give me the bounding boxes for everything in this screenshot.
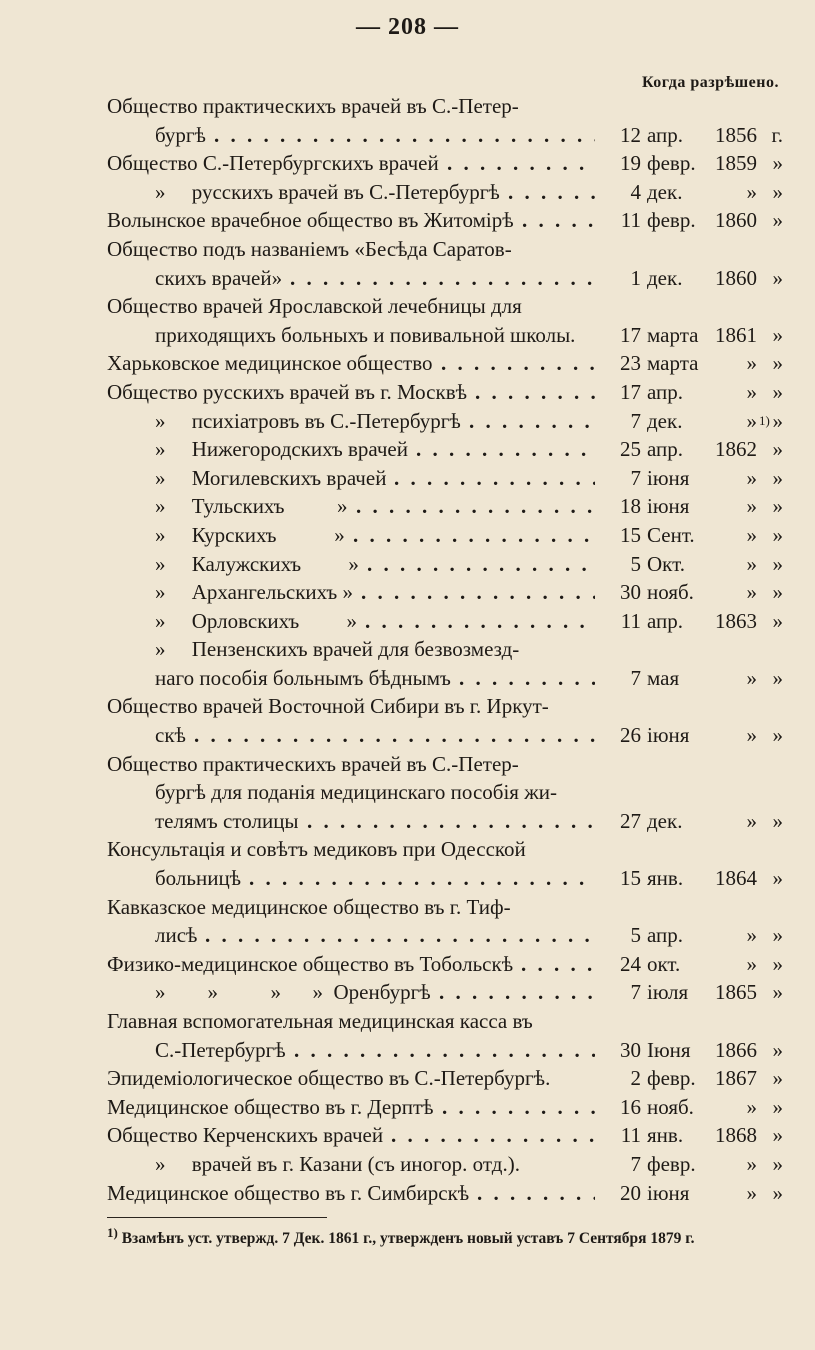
date-mark: » <box>772 265 783 290</box>
date-day: 20 <box>620 1180 641 1205</box>
date-month: окт. <box>647 951 681 976</box>
date-mark: » <box>772 1094 783 1119</box>
dot-leader <box>459 664 595 693</box>
date-year: » <box>746 179 757 204</box>
list-item <box>107 721 787 750</box>
date-year: 1865 <box>715 980 757 1005</box>
society-name: » Курскихъ » <box>155 522 345 547</box>
date-day: 24 <box>620 951 641 976</box>
date-mark: » <box>772 179 783 204</box>
society-name: Физико-медицинское общество въ Тобольскѣ <box>107 951 514 976</box>
list-item <box>107 464 787 493</box>
dot-leader <box>205 921 595 950</box>
society-name: Общество русскихъ врачей въ г. Москвѣ <box>107 379 468 404</box>
date-day: 30 <box>620 580 641 605</box>
society-name: бургѣ <box>155 122 206 147</box>
society-name: Харьковское медицинское общество <box>107 351 433 376</box>
date-year: » <box>746 408 757 433</box>
society-name: Волынское врачебное общество въ Житомірѣ <box>107 208 514 233</box>
dot-leader <box>353 521 595 550</box>
dot-leader <box>475 378 595 407</box>
date-year: » <box>746 665 757 690</box>
date-month: іюня <box>647 494 690 519</box>
list-item <box>107 1007 787 1036</box>
date-mark: » <box>772 1123 783 1148</box>
list-item <box>107 807 787 836</box>
list-item <box>107 550 787 579</box>
date-mark: » <box>772 665 783 690</box>
date-month: іюня <box>647 1180 690 1205</box>
date-month: іюня <box>647 723 690 748</box>
society-name: скихъ врачей» <box>155 265 283 290</box>
date-month: Окт. <box>647 551 685 576</box>
date-day: 4 <box>630 179 641 204</box>
date-day: 17 <box>620 322 641 347</box>
date-mark: » <box>772 1066 783 1091</box>
date-month: февр. <box>647 1151 696 1176</box>
date-day: 7 <box>630 408 641 433</box>
society-name: » » » » Оренбургѣ <box>155 980 431 1005</box>
list-item <box>107 206 787 235</box>
date-day: 5 <box>630 551 641 576</box>
date-mark: » <box>772 465 783 490</box>
date-month: дек. <box>647 179 683 204</box>
list-item <box>107 378 787 407</box>
footnote <box>107 1226 782 1252</box>
date-year: 1868 <box>715 1123 757 1148</box>
date-day: 18 <box>620 494 641 519</box>
date-day: 11 <box>620 608 641 633</box>
dot-leader <box>439 978 595 1007</box>
date-day: 1 <box>630 265 641 290</box>
dot-leader <box>508 178 595 207</box>
list-item <box>107 750 787 779</box>
society-name: Медицинское общество въ г. Дерптѣ <box>107 1094 434 1119</box>
date-year: » <box>746 808 757 833</box>
dot-leader <box>469 407 595 436</box>
date-year: » <box>746 351 757 376</box>
society-name: » Орловскихъ » <box>155 608 357 633</box>
list-item <box>107 664 787 693</box>
date-day: 17 <box>620 379 641 404</box>
date-month: марта <box>647 351 699 376</box>
column-header: Когда разрѣшено. <box>641 74 779 91</box>
dot-leader <box>394 464 595 493</box>
date-month: іюня <box>647 465 690 490</box>
dot-leader <box>294 1036 595 1065</box>
date-year: 1860 <box>715 208 757 233</box>
date-day: 12 <box>620 122 641 147</box>
society-name: лисѣ <box>155 923 198 948</box>
date-day: 23 <box>620 351 641 376</box>
date-day: 16 <box>620 1094 641 1119</box>
society-name: Главная вспомогательная медицинская касса въ <box>107 1009 533 1033</box>
list-item <box>107 521 787 550</box>
society-name: приходящихъ больныхъ и повивальной школы. <box>155 322 576 347</box>
date-month: дек. <box>647 808 683 833</box>
date-year: 1863 <box>715 608 757 633</box>
list-item <box>107 950 787 979</box>
date-year: » <box>746 522 757 547</box>
list-item <box>107 1121 787 1150</box>
list-item <box>107 778 787 807</box>
date-day: 11 <box>620 1123 641 1148</box>
society-name: » Калужскихъ » <box>155 551 359 576</box>
date-day: 5 <box>630 923 641 948</box>
date-month: апр. <box>647 437 684 462</box>
date-mark: г. <box>771 122 783 147</box>
date-year: 1859 <box>715 151 757 176</box>
list-item <box>107 1064 787 1093</box>
dot-leader <box>367 550 595 579</box>
date-month: янв. <box>647 866 684 891</box>
date-day: 7 <box>630 665 641 690</box>
society-name: наго пособія больнымъ бѣднымъ <box>155 665 451 690</box>
society-name: » Архангельскихъ » <box>155 580 353 605</box>
date-month: февр. <box>647 208 696 233</box>
date-month: іюля <box>647 980 689 1005</box>
dot-leader <box>521 950 595 979</box>
date-month: апр. <box>647 923 684 948</box>
date-day: 7 <box>630 980 641 1005</box>
date-mark: » <box>772 351 783 376</box>
society-name: » Могилевскихъ врачей <box>155 465 387 490</box>
date-mark: » <box>772 980 783 1005</box>
list-item <box>107 635 787 664</box>
society-name: телямъ столицы <box>155 808 299 833</box>
dot-leader <box>447 149 595 178</box>
list-item <box>107 178 787 207</box>
date-mark: » <box>772 379 783 404</box>
date-month: дек. <box>647 265 683 290</box>
dot-leader <box>214 121 595 150</box>
date-year: » <box>746 494 757 519</box>
date-year: » <box>746 723 757 748</box>
date-mark: » <box>772 408 783 433</box>
society-name: Общество С.-Петербургскихъ врачей <box>107 151 439 176</box>
date-day: 2 <box>630 1066 641 1091</box>
date-month: нояб. <box>647 1094 694 1119</box>
list-item <box>107 692 787 721</box>
page-number: — 208 — <box>356 14 459 40</box>
date-mark: » <box>772 522 783 547</box>
list-item <box>107 578 787 607</box>
list-item <box>107 893 787 922</box>
dot-leader <box>522 206 595 235</box>
society-name: » Пензенскихъ врачей для безвозмезд- <box>155 637 520 662</box>
dot-leader <box>356 492 595 521</box>
date-month: апр. <box>647 122 684 147</box>
date-year: » <box>746 1094 757 1119</box>
date-month: марта <box>647 322 699 347</box>
date-day: 26 <box>620 723 641 748</box>
dot-leader <box>307 807 595 836</box>
date-mark: » <box>772 1037 783 1062</box>
date-year: » <box>746 1151 757 1176</box>
date-month: янв. <box>647 1123 684 1148</box>
date-year: » <box>746 580 757 605</box>
date-year: » <box>746 951 757 976</box>
date-month: февр. <box>647 151 696 176</box>
list-item <box>107 607 787 636</box>
society-name: бургѣ для поданія медицинскаго пособія жи- <box>155 780 557 805</box>
society-name: » Тульскихъ » <box>155 494 348 519</box>
society-name: » врачей въ г. Казани (съ иногор. отд.). <box>155 1151 520 1176</box>
date-day: 7 <box>630 1151 641 1176</box>
date-day: 15 <box>620 522 641 547</box>
date-mark: » <box>772 437 783 462</box>
societies-list <box>107 92 787 1207</box>
society-name: С.-Петербургѣ <box>155 1037 286 1062</box>
list-item <box>107 1179 787 1208</box>
date-day: 11 <box>620 208 641 233</box>
society-name: Общество врачей Ярославской лечебницы для <box>107 294 522 319</box>
dot-leader <box>442 1093 595 1122</box>
date-mark: » <box>772 1180 783 1205</box>
list-item <box>107 264 787 293</box>
date-year: 1856 <box>715 122 757 147</box>
list-item <box>107 1036 787 1065</box>
date-year: 1866 <box>715 1037 757 1062</box>
date-month: февр. <box>647 1066 696 1091</box>
date-day: 15 <box>620 866 641 891</box>
list-item <box>107 978 787 1007</box>
date-day: 30 <box>620 1037 641 1062</box>
date-mark: » <box>772 808 783 833</box>
date-mark: » <box>772 1151 783 1176</box>
date-year: 1861 <box>715 322 757 347</box>
date-year: » <box>746 465 757 490</box>
list-item <box>107 1150 787 1179</box>
date-day: 7 <box>630 465 641 490</box>
date-mark: » <box>772 866 783 891</box>
list-item <box>107 235 787 264</box>
society-name: Общество Керченскихъ врачей <box>107 1123 384 1148</box>
date-month: нояб. <box>647 580 694 605</box>
list-item: » психіатровъ въ С.-Петербургѣ . . . 7 дек. » » 1) <box>107 407 787 436</box>
dot-leader <box>365 607 595 636</box>
date-year: 1864 <box>715 866 757 891</box>
list-item <box>107 864 787 893</box>
society-name: Эпидеміологическое общество въ С.-Петербургѣ. <box>107 1066 551 1091</box>
date-day: 27 <box>620 808 641 833</box>
society-name: Кавказское медицинское общество въ г. Тиф- <box>107 894 511 919</box>
date-day: 19 <box>620 151 641 176</box>
list-item <box>107 1093 787 1122</box>
date-month: апр. <box>647 608 684 633</box>
dot-leader <box>361 578 595 607</box>
date-mark: » <box>772 923 783 948</box>
society-name: » Нижегородскихъ врачей <box>155 437 408 462</box>
date-month: мая <box>647 665 680 690</box>
society-name: Консультація и совѣтъ медиковъ при Одесской <box>107 837 526 862</box>
date-year: 1862 <box>715 437 757 462</box>
list-item <box>107 321 787 350</box>
date-month: дек. <box>647 408 683 433</box>
date-month: Сент. <box>647 522 695 547</box>
footnote-rule <box>107 1217 327 1218</box>
dot-leader <box>477 1179 595 1208</box>
society-name: Общество врачей Восточной Сибири въ г. Иркут- <box>107 694 549 719</box>
society-name: Медицинское общество въ г. Симбирскѣ <box>107 1180 470 1205</box>
list-item <box>107 121 787 150</box>
list-item <box>107 292 787 321</box>
society-name: Общество практическихъ врачей въ С.-Петер- <box>107 751 519 776</box>
society-name: Общество практическихъ врачей въ С.-Петер- <box>107 94 519 118</box>
society-name: » психіатровъ въ С.-Петербургѣ <box>155 408 461 433</box>
date-year: » <box>746 551 757 576</box>
dot-leader <box>391 1121 595 1150</box>
date-mark: » <box>772 951 783 976</box>
list-item <box>107 435 787 464</box>
society-name: больницѣ <box>155 866 242 891</box>
date-mark: » <box>772 151 783 176</box>
date-year: » <box>746 1180 757 1205</box>
dot-leader <box>194 721 595 750</box>
date-year: 1867 <box>715 1066 757 1091</box>
date-mark: » <box>772 322 783 347</box>
list-item <box>107 921 787 950</box>
list-item <box>107 835 787 864</box>
list-item <box>107 149 787 178</box>
footnote-marker: 1) <box>107 1225 118 1240</box>
date-month: апр. <box>647 379 684 404</box>
dot-leader <box>290 264 595 293</box>
date-mark: » <box>772 608 783 633</box>
society-name: скѣ <box>155 723 186 748</box>
dot-leader <box>416 435 595 464</box>
date-year: » <box>746 379 757 404</box>
dot-leader <box>441 349 595 378</box>
footnote-text: Взамѣнъ уст. утвержд. 7 Дек. 1861 г., утвержденъ новый уставъ 7 Сентября 1879 г. <box>121 1230 695 1247</box>
date-month: Іюня <box>647 1037 691 1062</box>
date-mark: » <box>772 723 783 748</box>
date-day: 25 <box>620 437 641 462</box>
society-name: Общество подъ названіемъ «Бесѣда Саратов- <box>107 236 512 261</box>
list-item <box>107 492 787 521</box>
society-name: » русскихъ врачей въ С.-Петербургѣ <box>155 179 500 204</box>
date-mark: » <box>772 208 783 233</box>
list-item <box>107 92 787 121</box>
date-mark: » <box>772 580 783 605</box>
date-year: 1860 <box>715 265 757 290</box>
date-year: » <box>746 923 757 948</box>
date-mark: » <box>772 494 783 519</box>
list-item <box>107 349 787 378</box>
dot-leader <box>249 864 595 893</box>
date-mark: » <box>772 551 783 576</box>
